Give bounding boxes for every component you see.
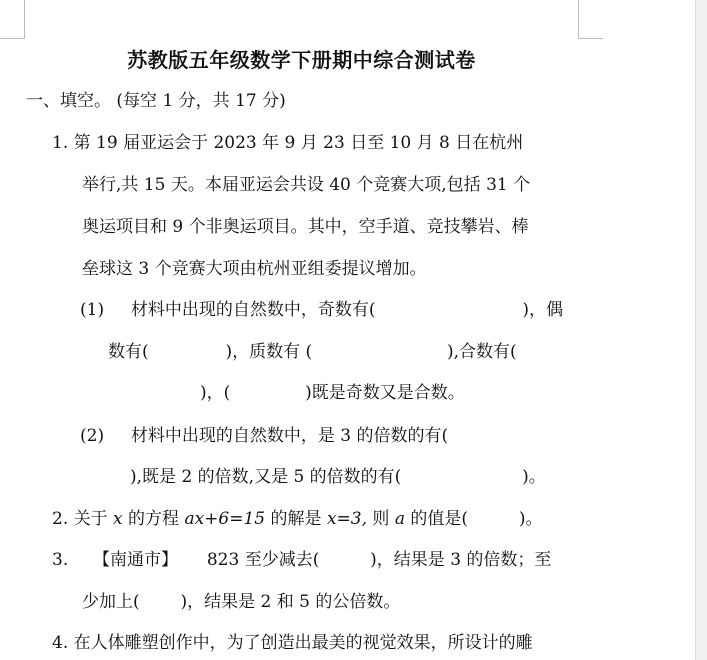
question-1-line-2: 举行,共 15 天。本届亚运会共设 40 个竞赛大项,包括 31 个 [82, 175, 531, 195]
equation: ax+6=15 [184, 509, 266, 529]
section-heading: 一、填空。 (每空 1 分，共 17 分) [26, 91, 286, 111]
question-number: 3. [52, 550, 69, 570]
question-text: 第 19 届亚运会于 2023 年 9 月 23 日至 10 月 8 日在杭州 [73, 133, 524, 153]
question-3-line-1: 3. 【南通市】 823 至少减去( )，结果是 3 的倍数；至 [52, 550, 552, 570]
page-title: 苏教版五年级数学下册期中综合测试卷 [127, 48, 476, 72]
source-tag: 【南通市】 [93, 550, 179, 570]
window-edge [695, 0, 707, 660]
sub-question-1-line-3: )，( )既是奇数又是合数。 [200, 383, 465, 403]
question-2: 2. 关于 x 的方程 ax+6=15 的解是 x=3, 则 a 的值是( )。 [52, 509, 543, 529]
sub-question-label: (1) [80, 300, 105, 320]
sub-question-1-line-2: 数有( )，质数有 ( ),合数有( [108, 342, 517, 362]
sub-question-1-line-1: (1) 材料中出现的自然数中，奇数有( )，偶 [80, 300, 563, 320]
question-number: 2. [52, 509, 69, 529]
sub-question-label: (2) [80, 426, 105, 446]
page-corner-mark-top-right [578, 0, 603, 39]
question-number: 4. [52, 633, 69, 653]
sub-question-text: 材料中出现的自然数中，奇数有( [130, 300, 376, 320]
question-number: 1. [52, 133, 69, 153]
variable-x: x [113, 509, 123, 529]
sub-question-2-line-1 [80, 425, 448, 447]
sub-question-2-line-2: ),既是 2 的倍数,又是 5 的倍数的有( )。 [130, 467, 546, 487]
question-1-line-3: 奥运项目和 9 个非奥运项目。其中，空手道、竞技攀岩、棒 [82, 217, 529, 237]
solution: x=3, [326, 509, 367, 529]
question-1-line-4: 垒球这 3 个竞赛大项由杭州亚组委提议增加。 [82, 259, 427, 279]
variable-a: a [394, 509, 405, 529]
question-3-line-2: 少加上( )，结果是 2 和 5 的公倍数。 [82, 592, 401, 612]
sub-question-text: 材料中出现的自然数中，是 3 的倍数的有( [130, 426, 449, 446]
question-1-line-1 [52, 132, 523, 154]
question-4-line-1: 4. 在人体雕塑创作中，为了创造出最美的视觉效果，所设计的雕 [52, 633, 533, 653]
page-corner-mark-top-left [0, 0, 25, 39]
